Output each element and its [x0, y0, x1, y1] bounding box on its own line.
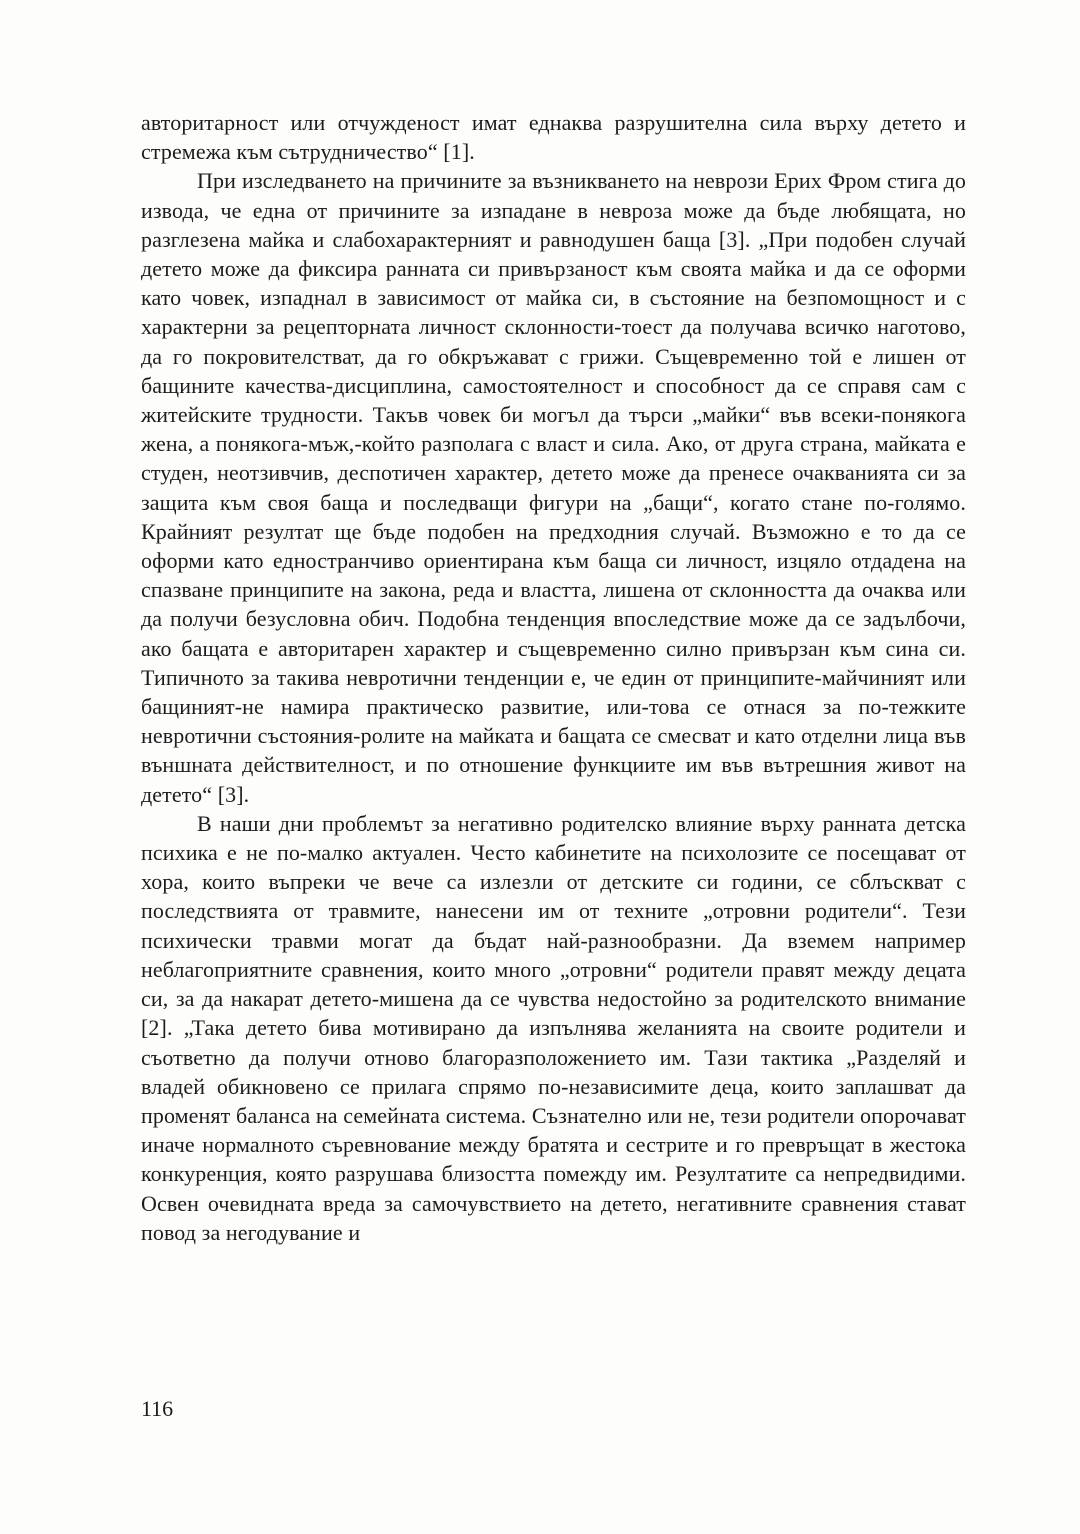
page-number: 116 [141, 1396, 174, 1421]
paragraph-fromm-neurosis: При изследването на причините за възникването на неврози Ерих Фром стига до извода, че една от причините за изпадане в невроза може да бъде любящата, но разглезена майка и слабохарактерният и равнодушен баща [3]. „При подобен случай детето може да фиксира ранната си привързаност към своята майка и да се оформи като човек, изпаднал в зависимост от майка си, в състояние на безпомощност и с характерни за рецепторната личност склонности-тоест да получава всичко наготово, да го покровителстват, да го обкръжават с грижи. Същевременно той е лишен от бащините качества-дисциплина, самостоятелност и способност да се справя сам с житейските трудности. Такъв човек би могъл да търси „майки“ във всеки-понякога жена, а понякога-мъж,-който разполага с власт и сила. Ако, от друга страна, майката е студен, неотзивчив, деспотичен характер, детето може да пренесе очакванията си за защита към своя баща и последващи фигури на „бащи“, когато стане по-голямо. Крайният резултат ще бъде подобен на предходния случай. Възможно е то да се оформи като едностранчиво ориентирана към баща си личност, изцяло отдадена на спазване принципите на закона, реда и властта, лишена от склонността да очаква или да получи безусловна обич. Подобна тенденция впоследствие може да се задълбочи, ако бащата е авторитарен характер и същевременно силно привързан към сина си. Типичното за такива невротични тенденции е, че един от принципите-майчиният или бащиният-не намира практическо развитие, или-това се отнася за по-тежките невротични състояния-ролите на майката и бащата се смесват и като отделни лица във външната действителност, и по отношение функциите им във вътрешния живот на детето“ [3]. [141, 168, 966, 807]
page-text [141, 108, 966, 1247]
paragraph-continuation: авторитарност или отчужденост имат еднаква разрушителна сила върху детето и стремежа към сътрудничество“ [1]. [141, 110, 966, 165]
paragraph-modern-toxic-parents: В наши дни проблемът за негативно родителско влияние върху ранната детска психика е не по-малко актуален. Често кабинетите на психолозите се посещават от хора, които въпреки че вече са излезли от детските си години, се сблъскват с последствията от травмите, нанесени им от техните „отровни родители“. Тези психически травми могат да бъдат най-разнообразни. Да вземем например неблагоприятните сравнения, които много „отровни“ родители правят между децата си, за да накарат детето-мишена да се чувства недостойно за родителското внимание [2]. „Така детето бива мотивирано да изпълнява желанията на своите родители и съответно да получи отново благоразположението им. Тази тактика „Разделяй и владей обикновено се прилага спрямо по-независимите деца, които заплашват да променят баланса на семейната система. Съзнателно или не, тези родители опорочават иначе нормалното съревнование между братята и сестрите и го превръщат в жестока конкуренция, която разрушава близостта помежду им. Резултатите са непредвидими. Освен очевидната вреда за самочувствието на детето, негативните сравнения стават повод за негодувание и [141, 810, 966, 1245]
